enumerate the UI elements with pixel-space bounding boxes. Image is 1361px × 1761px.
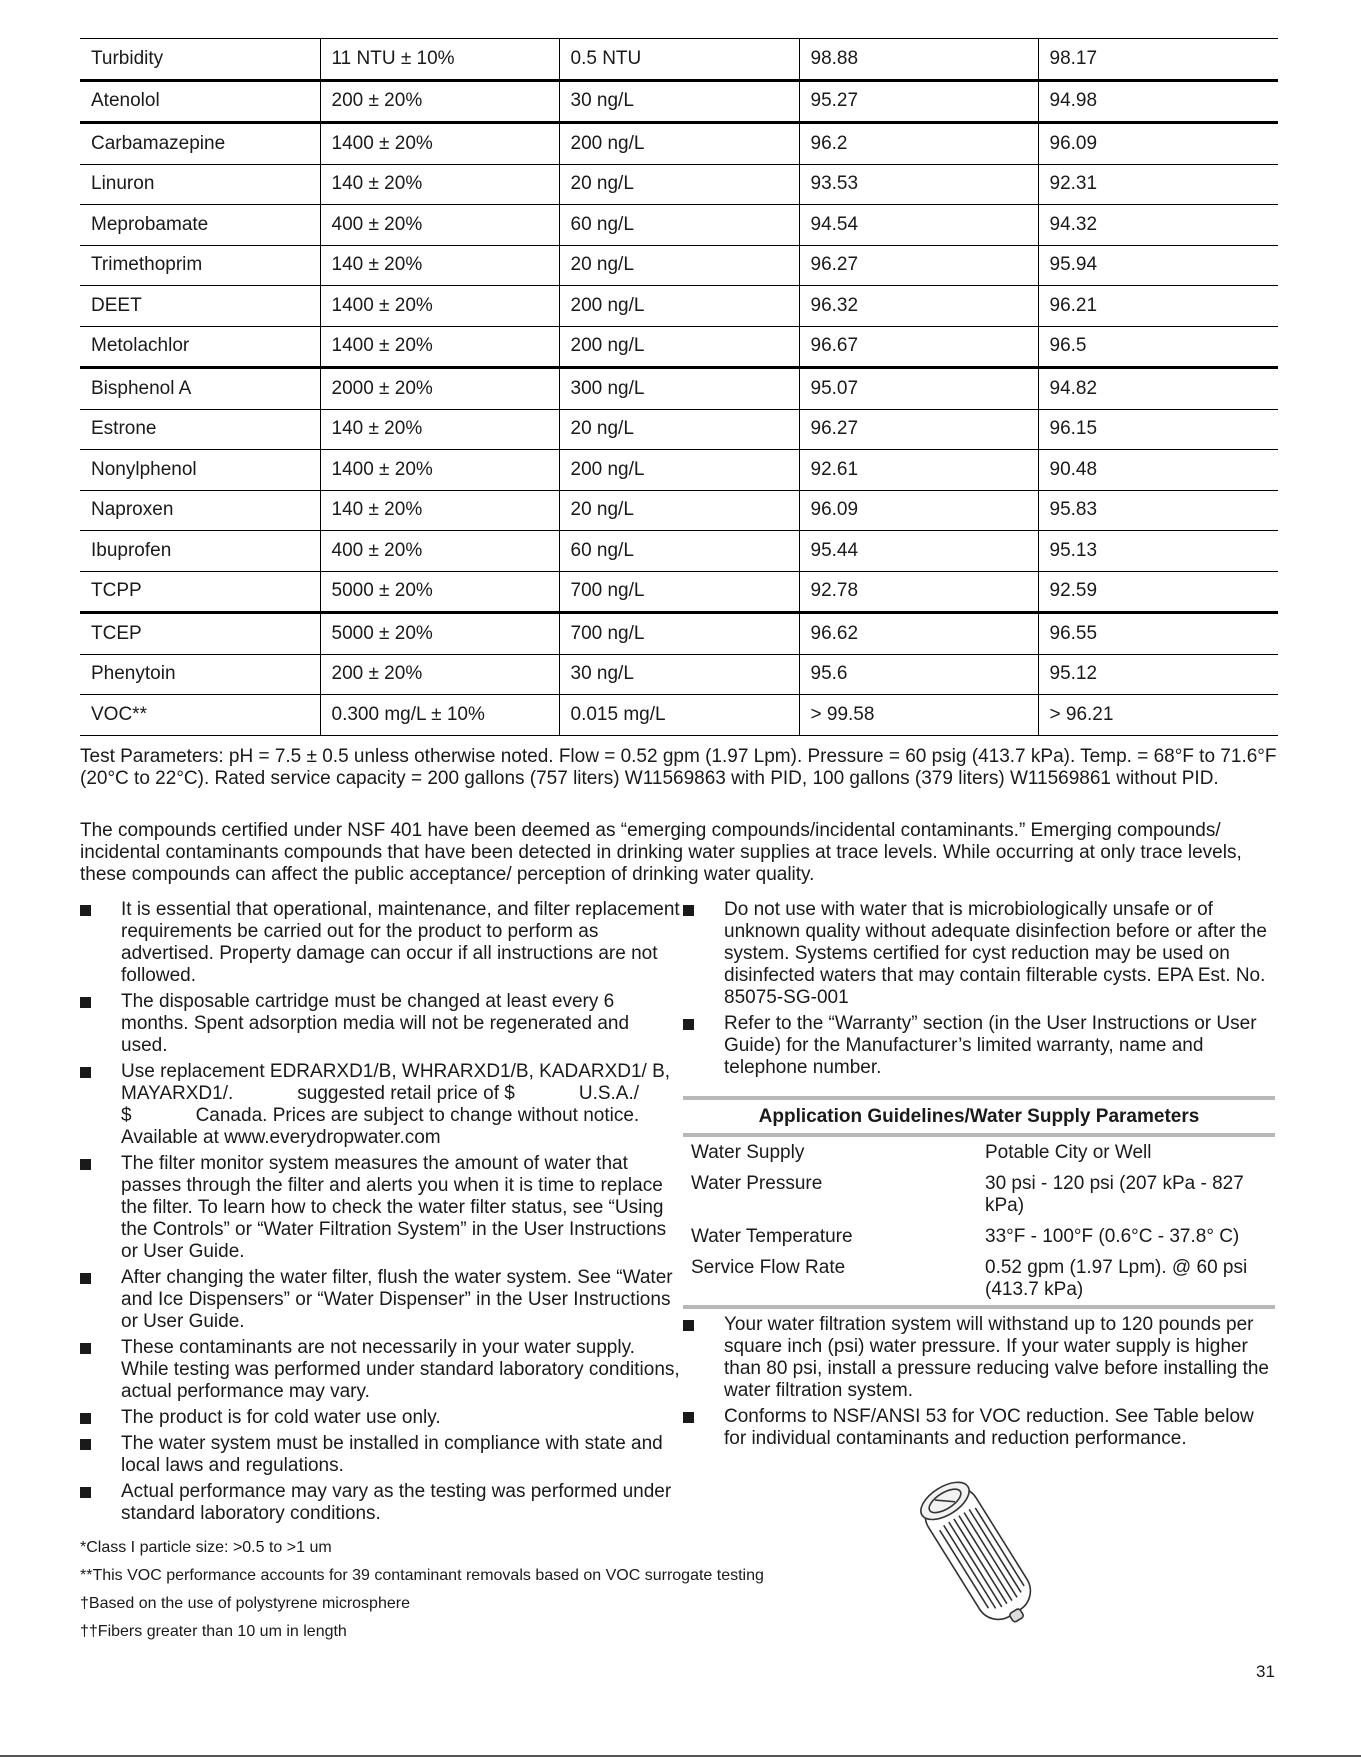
table-cell: 96.62 [799, 613, 1038, 655]
list-item: Actual performance may vary as the testing was performed under standard laboratory conditions. [80, 1481, 680, 1525]
square-bullet-icon [80, 1273, 91, 1284]
table-cell: 0.300 mg/L ± 10% [320, 695, 559, 736]
table-cell: 95.13 [1038, 531, 1278, 572]
left-bullet-list [80, 899, 680, 1529]
table-cell: 200 ng/L [559, 123, 799, 165]
table-cell: 20 ng/L [559, 164, 799, 205]
table-cell: Naproxen [80, 490, 320, 531]
table-cell: 93.53 [799, 164, 1038, 205]
table-cell: Linuron [80, 164, 320, 205]
table-cell: 1400 ± 20% [320, 326, 559, 368]
table-cell: 200 ± 20% [320, 80, 559, 123]
square-bullet-icon [80, 1067, 91, 1078]
table-cell: 700 ng/L [559, 613, 799, 655]
table-cell: 95.27 [799, 80, 1038, 123]
table-row [80, 39, 1278, 81]
table-cell: 30 ng/L [559, 654, 799, 695]
table-cell: TCEP [80, 613, 320, 655]
table-cell: 92.31 [1038, 164, 1278, 205]
table-row [80, 654, 1278, 695]
table-cell: Trimethoprim [80, 245, 320, 286]
table-cell: 60 ng/L [559, 531, 799, 572]
table-cell: 94.32 [1038, 205, 1278, 246]
table-cell: 95.44 [799, 531, 1038, 572]
table-cell: 1400 ± 20% [320, 286, 559, 327]
square-bullet-icon [683, 1412, 694, 1423]
square-bullet-icon [80, 997, 91, 1008]
table-row [80, 205, 1278, 246]
table-cell: DEET [80, 286, 320, 327]
table-cell: 95.6 [799, 654, 1038, 695]
table-cell: 200 ng/L [559, 326, 799, 368]
guideline-row: Water Supply Potable City or Well [691, 1142, 1152, 1163]
square-bullet-icon [80, 1343, 91, 1354]
table-row [80, 286, 1278, 327]
table-cell: 95.07 [799, 368, 1038, 410]
table-cell: 1400 ± 20% [320, 123, 559, 165]
table-row [80, 123, 1278, 165]
application-guidelines-box [683, 1096, 1275, 1309]
list-item: Your water filtration system will withstand up to 120 pounds per square inch (psi) water pressure. If your water supply is higher than 80 psi, install a pressure reducing valve before installing the water filtration system. [683, 1314, 1278, 1402]
table-row [80, 490, 1278, 531]
list-item: The disposable cartridge must be changed at least every 6 months. Spent adsorption media will not be regenerated and used. [80, 991, 680, 1057]
footnote: **This VOC performance accounts for 39 contaminant removals based on VOC surrogate testing [80, 1567, 764, 1584]
square-bullet-icon [80, 1487, 91, 1498]
table-cell: 96.27 [799, 409, 1038, 450]
table-cell: 20 ng/L [559, 490, 799, 531]
table-cell: 95.94 [1038, 245, 1278, 286]
bottom-divider [0, 1755, 1361, 1757]
table-cell: 140 ± 20% [320, 164, 559, 205]
list-item: The product is for cold water use only. [80, 1407, 680, 1429]
table-cell: 96.55 [1038, 613, 1278, 655]
table-cell: 200 ng/L [559, 286, 799, 327]
table-cell: 0.015 mg/L [559, 695, 799, 736]
table-cell: 94.82 [1038, 368, 1278, 410]
footnote: ††Fibers greater than 10 um in length [80, 1623, 347, 1640]
table-cell: 1400 ± 20% [320, 450, 559, 491]
table-cell: 200 ng/L [559, 450, 799, 491]
table-cell: 2000 ± 20% [320, 368, 559, 410]
list-item: Do not use with water that is microbiologically unsafe or of unknown quality without adequate disinfection before or after the system. Systems certified for cyst reduction may be used on disinfected waters that may contain filterable cysts. EPA Est. No. 85075-SG-001 [683, 899, 1278, 1009]
table-row [80, 80, 1278, 123]
table-cell: Estrone [80, 409, 320, 450]
table-cell: 94.54 [799, 205, 1038, 246]
table-row [80, 450, 1278, 491]
table-cell: > 96.21 [1038, 695, 1278, 736]
table-cell: 30 ng/L [559, 80, 799, 123]
table-cell: Atenolol [80, 80, 320, 123]
list-item: The filter monitor system measures the amount of water that passes through the filter and alerts you when it is time to replace the filter. To learn how to check the water filter status, see “Using the Controls” or “Water Filtration System” in the User Instructions or User Guide. [80, 1153, 680, 1263]
table-cell: 94.98 [1038, 80, 1278, 123]
guideline-row: Water Pressure 30 psi - 120 psi (207 kPa - 827 kPa) [691, 1173, 1244, 1216]
table-cell: 92.78 [799, 571, 1038, 613]
square-bullet-icon [80, 1159, 91, 1170]
table-cell: 300 ng/L [559, 368, 799, 410]
table-cell: 400 ± 20% [320, 205, 559, 246]
table-cell: 92.59 [1038, 571, 1278, 613]
table-cell: Nonylphenol [80, 450, 320, 491]
table-cell: 96.2 [799, 123, 1038, 165]
right-bullet-list-top [683, 899, 1278, 1083]
list-item: Conforms to NSF/ANSI 53 for VOC reduction. See Table below for individual contaminants and reduction performance. [683, 1406, 1278, 1450]
square-bullet-icon [80, 1439, 91, 1450]
table-cell: 96.09 [1038, 123, 1278, 165]
table-cell: 140 ± 20% [320, 245, 559, 286]
footnote: *Class I particle size: >0.5 to >1 um [80, 1539, 332, 1556]
table-cell: 5000 ± 20% [320, 613, 559, 655]
table-cell: Meprobamate [80, 205, 320, 246]
table-cell: Ibuprofen [80, 531, 320, 572]
table-cell: 60 ng/L [559, 205, 799, 246]
table-cell: 5000 ± 20% [320, 571, 559, 613]
table-cell: Phenytoin [80, 654, 320, 695]
table-row [80, 613, 1278, 655]
guideline-row: Water Temperature 33°F - 100°F (0.6°C - 37.8° C) [691, 1226, 1240, 1247]
table-cell: 400 ± 20% [320, 531, 559, 572]
table-cell: 96.27 [799, 245, 1038, 286]
table-row [80, 531, 1278, 572]
table-cell: Metolachlor [80, 326, 320, 368]
table-cell: 96.09 [799, 490, 1038, 531]
table-cell: 200 ± 20% [320, 654, 559, 695]
table-cell: 20 ng/L [559, 245, 799, 286]
table-cell: Turbidity [80, 39, 320, 81]
footnote: †Based on the use of polystyrene microsphere [80, 1595, 410, 1612]
water-filter-cartridge-illustration [910, 1466, 1045, 1641]
guidelines-title: Application Guidelines/Water Supply Parameters [758, 1106, 1200, 1127]
table-row [80, 571, 1278, 613]
table-cell: TCPP [80, 571, 320, 613]
table-cell: 98.88 [799, 39, 1038, 81]
list-item: Refer to the “Warranty” section (in the User Instructions or User Guide) for the Manufacturer’s limited warranty, name and telephone number. [683, 1013, 1278, 1079]
table-cell: VOC** [80, 695, 320, 736]
square-bullet-icon [80, 905, 91, 916]
table-cell: 95.83 [1038, 490, 1278, 531]
table-cell: 96.67 [799, 326, 1038, 368]
page-number: 31 [1256, 1662, 1275, 1681]
list-item: It is essential that operational, maintenance, and filter replacement requirements be carried out for the product to perform as advertised. Property damage can occur if all instructions are not followed. [80, 899, 680, 987]
table-cell: 700 ng/L [559, 571, 799, 613]
table-cell: 20 ng/L [559, 409, 799, 450]
table-cell: 98.17 [1038, 39, 1278, 81]
nsf401-note-text: The compounds certified under NSF 401 have been deemed as “emerging compounds/incidental contaminants.” Emerging compounds/ incidental contaminants compounds that have been detected in drinking water supplies at trace levels. While occurring at only trace levels, these compounds can affect the public acceptance/ perception of drinking water quality. [80, 820, 1242, 885]
table-cell: 140 ± 20% [320, 409, 559, 450]
test-parameters-text: Test Parameters: pH = 7.5 ± 0.5 unless otherwise noted. Flow = 0.52 gpm (1.97 Lpm). Pressure = 60 psig (413.7 kPa). Temp. = 68°F to 71.6°F (20°C to 22°C). Rated service capacity = 200 gallons (757 liters) W11569863 with PID, 100 gallons (379 liters) W11569861 without PID. [80, 746, 1277, 789]
table-row [80, 245, 1278, 286]
table-row [80, 368, 1278, 410]
table-row [80, 326, 1278, 368]
list-item: These contaminants are not necessarily in your water supply. While testing was performed under standard laboratory conditions, actual performance may vary. [80, 1337, 680, 1403]
table-cell: 92.61 [799, 450, 1038, 491]
table-cell: 96.5 [1038, 326, 1278, 368]
table-cell: 95.12 [1038, 654, 1278, 695]
square-bullet-icon [683, 905, 694, 916]
square-bullet-icon [683, 1019, 694, 1030]
table-cell: 0.5 NTU [559, 39, 799, 81]
square-bullet-icon [683, 1320, 694, 1331]
list-item: The water system must be installed in compliance with state and local laws and regulations. [80, 1433, 680, 1477]
square-bullet-icon [80, 1413, 91, 1424]
guideline-row: Service Flow Rate 0.52 gpm (1.97 Lpm). @ 60 psi (413.7 kPa) [691, 1257, 1248, 1300]
table-row [80, 409, 1278, 450]
table-cell: > 99.58 [799, 695, 1038, 736]
table-cell: 11 NTU ± 10% [320, 39, 559, 81]
list-item: After changing the water filter, flush the water system. See “Water and Ice Dispensers” or “Water Dispenser” in the User Instructions or User Guide. [80, 1267, 680, 1333]
right-bullet-list-bottom [683, 1314, 1278, 1454]
table-cell: 96.32 [799, 286, 1038, 327]
table-cell: 140 ± 20% [320, 490, 559, 531]
list-item: Use replacement EDRARXD1/B, WHRARXD1/B, KADARXD1/ B, MAYARXD1/. suggested retail price of $ U.S.A./ $ Canada. Prices are subject to change without notice. Available at www.everydropwater.com [80, 1061, 680, 1149]
table-row [80, 164, 1278, 205]
contaminant-reduction-table [80, 38, 1278, 736]
table-cell: Carbamazepine [80, 123, 320, 165]
table-cell: Bisphenol A [80, 368, 320, 410]
table-cell: 96.15 [1038, 409, 1278, 450]
table-cell: 96.21 [1038, 286, 1278, 327]
table-cell: 90.48 [1038, 450, 1278, 491]
table-row [80, 695, 1278, 736]
